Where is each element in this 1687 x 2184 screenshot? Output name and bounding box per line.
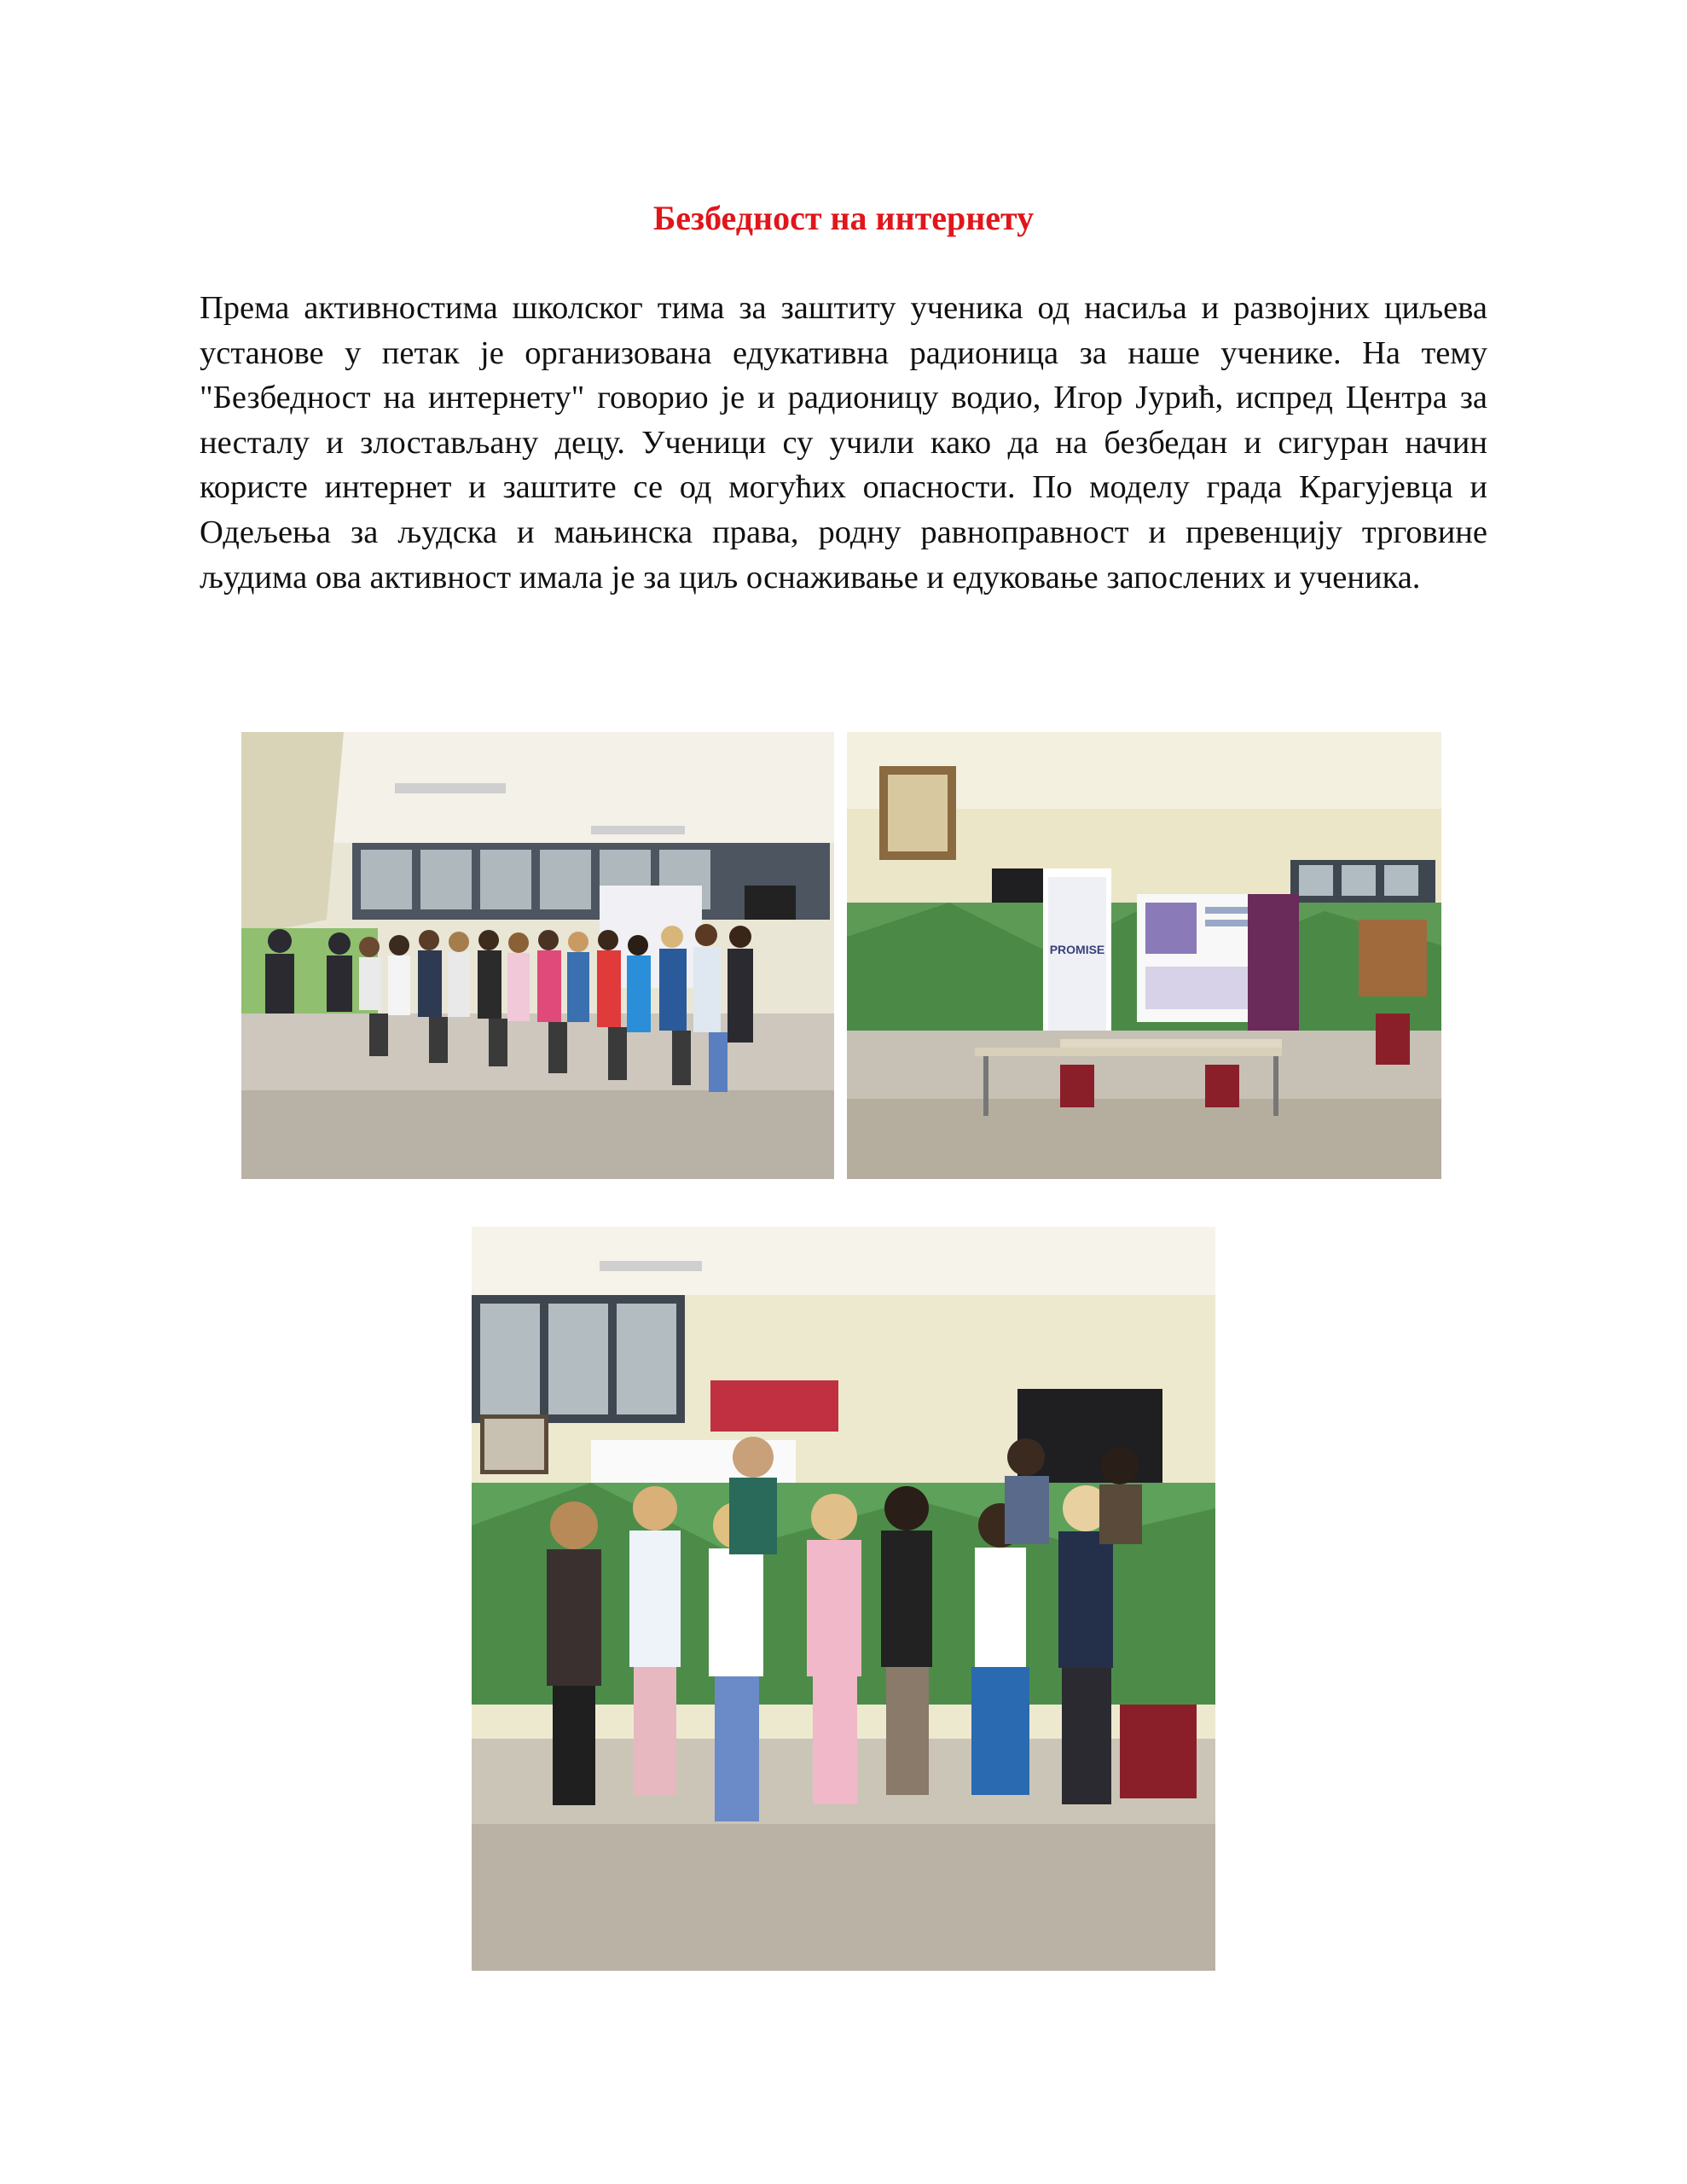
staff-photo-icon [472,1227,1215,1971]
presentation-room-photo-icon [847,732,1441,1179]
students-photo-icon [241,732,834,1179]
group-photo-staff [472,1227,1215,1971]
body-paragraph: Према активностима школског тима за заштиту ученика од насиља и развојних циљева установе у петак је организована едукативна радионица за наше ученике. На тему "Безбедност на интернету" говорио је и радионицу водио, Игор Јурић, испред Центра за несталу и злостављану децу. Ученици су учили како да на безбедан и сигуран начин користе интернет и заштите се од могућих опасности. По моделу града Крагујевца и Одељења за људска и мањинска права, родну равноправност и превенцију трговине људима ова активност имала је за циљ оснаживање и едуковање запослених и ученика. [200,290,1487,595]
page-title: Безбедност на интернету [652,199,1035,237]
room-photo-presentation [847,732,1441,1179]
group-photo-students [241,732,834,1179]
banner-label: PROMISE [1049,943,1105,956]
